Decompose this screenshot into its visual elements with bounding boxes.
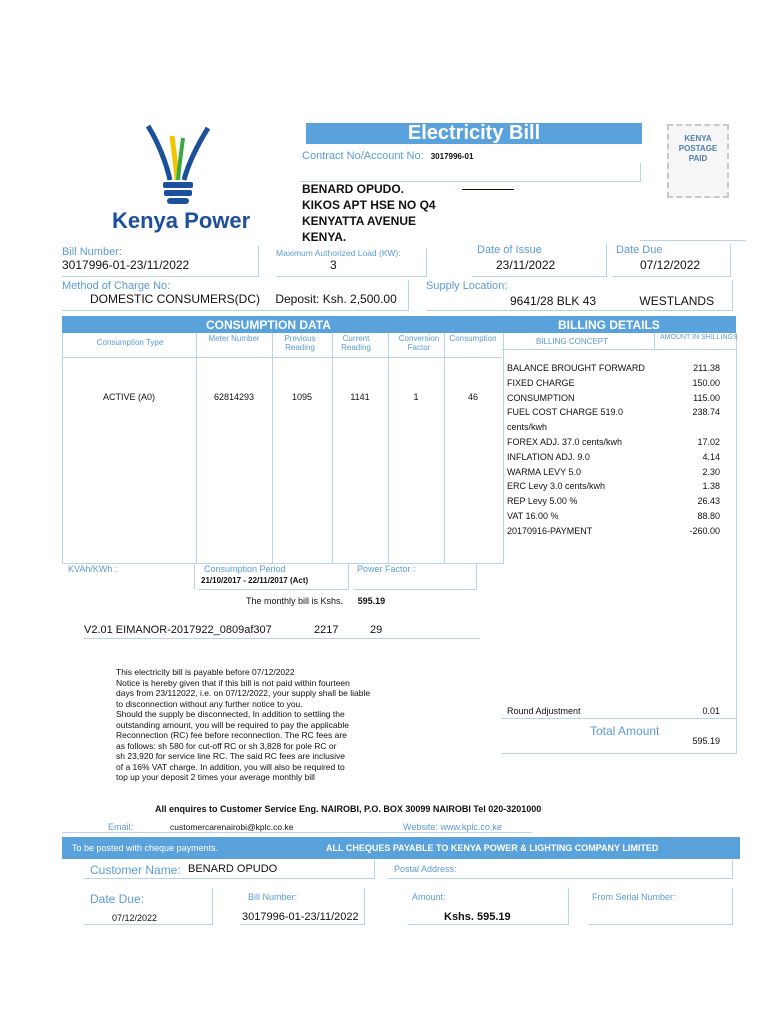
enquiries-line: All enquires to Customer Service Eng. NAIROBI, P.O. BOX 30099 NAIROBI Tel 020-3201000	[155, 804, 542, 814]
reference-num-2: 29	[370, 624, 383, 636]
kvah-box: KVAh/KWh :	[62, 563, 195, 589]
billing-title: BILLING DETAILS	[558, 318, 660, 332]
account-label: Contract No/Account No: 3017996-01	[302, 150, 474, 162]
period-box: Consumption Period 21/10/2017 - 22/11/2017 (Act)	[198, 563, 349, 590]
billing-item-amount: 115.00	[693, 392, 720, 403]
billing-item-amount: 2.30	[702, 466, 720, 477]
monthly-bill: The monthly bill is Kshs. 595.19	[246, 596, 386, 606]
consumption-header-rule	[62, 357, 502, 358]
customer-address: BENARD OPUDO. KIKOS APT HSE NO Q4 KENYATTA AVENUE KENYA.	[302, 182, 436, 244]
deposit-value: Deposit: Ksh. 2,500.00	[275, 292, 397, 306]
col-previous-reading: Previous Reading	[284, 334, 316, 352]
email-link[interactable]: customercarenairobi@kplc.co.ke	[170, 822, 294, 832]
col-meter-number: Meter Number	[208, 334, 260, 343]
col-conversion-factor: Conversion Factor	[398, 334, 440, 352]
address-underline	[462, 189, 514, 190]
billing-item-amount: -260.00	[689, 525, 720, 536]
billing-item-amount: 238.74	[692, 407, 720, 418]
payment-slip-banner	[62, 837, 740, 859]
billing-item-desc: INFLATION ADJ. 9.0	[507, 451, 590, 462]
slip-date-due: 07/12/2022	[112, 913, 158, 923]
billing-item-desc: ERC Levy 3.0 cents/kwh	[507, 481, 606, 492]
col-divider	[332, 333, 333, 563]
date-issue: 23/11/2022	[496, 258, 556, 272]
col-divider	[388, 333, 389, 563]
round-adjustment-value: 0.01	[702, 706, 720, 716]
account-number: 3017996-01	[430, 152, 474, 161]
bill-number: 3017996-01-23/11/2022	[62, 258, 190, 272]
period-value: 21/10/2017 - 22/11/2017 (Act)	[201, 576, 309, 585]
billing-item-amount: 17.02	[697, 437, 720, 447]
reference-line	[84, 624, 480, 639]
banner-right: ALL CHEQUES PAYABLE TO KENYA POWER & LIGHTING COMPANY LIMITED	[326, 843, 659, 853]
billing-item-desc: 20170916-PAYMENT	[507, 525, 593, 536]
slip-date-due-box: Date Due: 07/12/2022	[84, 888, 213, 925]
col-divider	[444, 333, 445, 563]
cell-factor: 1	[413, 392, 419, 402]
billing-item-amount: 88.80	[697, 511, 720, 521]
billing-item-desc: FIXED CHARGE	[507, 377, 575, 388]
consumption-table-frame	[62, 333, 504, 564]
date-due-box: Date Due 07/12/2022	[612, 244, 731, 277]
billing-item-desc: REP Levy 5.00 %	[507, 496, 578, 507]
supply-area: WESTLANDS	[639, 294, 715, 308]
slip-bill-number: 3017996-01-23/11/2022	[242, 911, 359, 923]
col-current-reading: Current Reading	[341, 334, 371, 352]
billing-item-desc: FUEL COST CHARGE 519.0	[507, 407, 624, 418]
section-header-bar	[62, 316, 736, 333]
bill-title: Electricity Bill	[306, 123, 642, 144]
col-consumption: Consumption	[449, 334, 497, 343]
reference-code: V2.01 EIMANOR-2017922_0809af307	[84, 624, 272, 636]
cell-meter: 62814293	[213, 392, 255, 402]
slip-bill-box: Bill Number: 3017996-01-23/11/2022	[240, 888, 365, 925]
method-value: DOMESTIC CONSUMERS(DC)	[90, 292, 260, 306]
contact-rule	[62, 832, 532, 833]
billing-item-amount: 26.43	[697, 496, 720, 507]
slip-amount-box: Amount: Kshs. 595.19	[408, 888, 569, 925]
website-link[interactable]: Website: www.kplc.co.ke	[403, 822, 502, 832]
disconnection-notice: This electricity bill is payable before 07/12/2022 Notice is hereby given that if this bill is not paid within fourteen days from 23/112022, i.e. on 07/12/2022, your supply shall be liable to disconnection without any further notice to you. Should the supply be disconnected, In addition to settling the outstanding amount, you will be required to pay the applicable Reconnection (RC) fee before reconnection. The RC fees are as follows: sh 580 for cut-off RC or sh 3,828 for pole RC or sh 23,920 for service line RC. The said RC fees are inclusive of a 16% VAT charge. In addition, you will also be required to top up your deposit 2 times your average monthly bill	[116, 667, 371, 782]
slip-customer-name: BENARD OPUDO	[188, 863, 278, 875]
date-due: 07/12/2022	[640, 258, 701, 272]
consumption-title: CONSUMPTION DATA	[206, 318, 331, 332]
date-issue-box: Date of Issue 23/11/2022	[472, 244, 607, 277]
col-consumption-type: Consumption Type	[96, 338, 164, 347]
slip-amount: Kshs. 595.19	[444, 911, 511, 923]
billing-item-desc: BALANCE BROUGHT FORWARD	[507, 363, 645, 373]
col-divider	[272, 333, 273, 563]
col-divider	[196, 333, 197, 563]
supply-plot: 9641/28 BLK 43	[510, 294, 597, 308]
brand-name: Kenya Power	[112, 208, 251, 233]
total-amount-label: Total Amount	[590, 724, 660, 738]
billing-item-desc: CONSUMPTION	[507, 392, 575, 403]
billing-item-desc: cents/kwh	[507, 422, 548, 433]
postage-stamp: KENYA POSTAGE PAID	[667, 124, 729, 198]
slip-customer-box: Customer Name: BENARD OPUDO	[84, 860, 375, 879]
billing-item-amount: 4.14	[702, 451, 720, 462]
cell-current: 1141	[350, 392, 370, 402]
amount-header: AMOUNT IN SHILLINGS	[660, 334, 738, 341]
max-load-box: Maximum Authorized Load (KW): 3	[276, 248, 427, 277]
method-box: Method of Charge No: DOMESTIC CONSUMERS(DC) Deposit: Ksh. 2,500.00	[62, 280, 409, 311]
billing-item-desc: WARMA LEVY 5.0	[507, 466, 582, 477]
billing-item-desc: FOREX ADJ. 37.0 cents/kwh	[507, 437, 623, 447]
billing-header-rule	[501, 349, 736, 350]
cell-type: ACTIVE (A0)	[102, 392, 155, 402]
billing-concept-header: BILLING CONCEPT	[536, 337, 609, 346]
round-adjustment-label: Round Adjustment	[507, 706, 581, 716]
consumption-row	[62, 392, 502, 404]
slip-serial-box: From Serial Number:	[588, 888, 733, 925]
supply-box: Supply Location: 9641/28 BLK 43 WESTLANDS	[426, 280, 733, 311]
max-load: 3	[330, 258, 337, 272]
billing-item-desc: VAT 16.00 %	[507, 511, 559, 521]
reference-num-1: 2217	[314, 624, 339, 636]
slip-postal-box: Postal Address:	[388, 860, 733, 879]
banner-left: To be posted with cheque payments.	[72, 843, 219, 853]
round-rule	[501, 718, 736, 719]
billing-header-divider	[654, 333, 655, 349]
power-factor-box: Power Factor :	[354, 563, 477, 590]
email-label: Email:	[108, 822, 134, 832]
total-amount-value: 595.19	[692, 736, 720, 746]
monthly-bill-value: 595.19	[357, 596, 386, 606]
billing-item-amount: 150.00	[692, 377, 720, 388]
account-rule	[300, 163, 641, 182]
cell-consumption: 46	[467, 392, 478, 402]
billing-item-amount: 211.38	[693, 363, 720, 373]
bulb-logo-icon	[108, 122, 248, 208]
bill-number-box: Bill Number: 3017996-01-23/11/2022	[62, 246, 259, 277]
billing-item-amount: 1.38	[702, 481, 720, 492]
top-right-rule	[640, 240, 746, 241]
kenya-power-logo	[108, 122, 251, 234]
cell-previous: 1095	[291, 392, 313, 402]
